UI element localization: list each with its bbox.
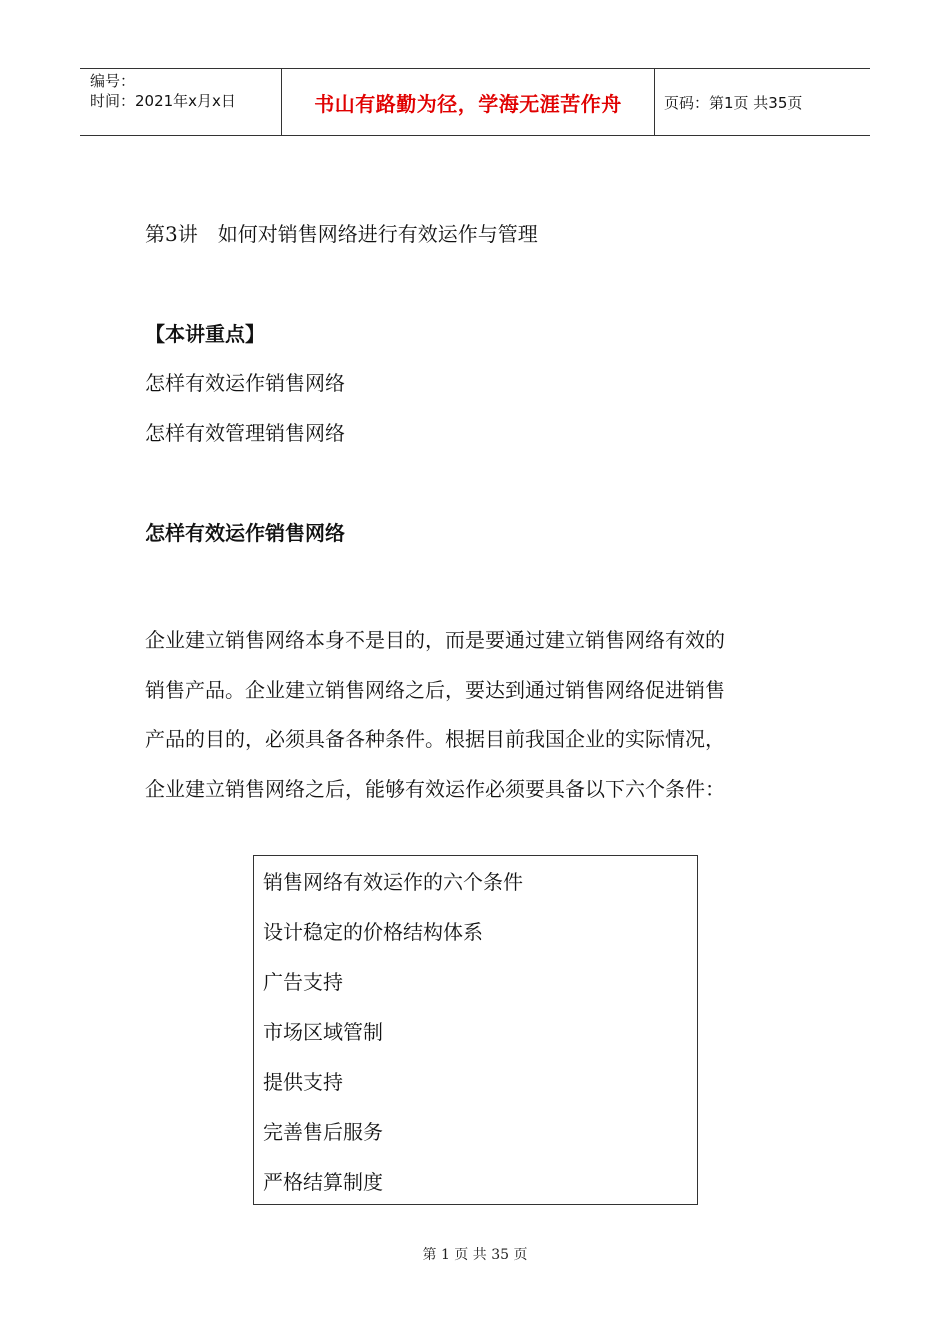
motto-text: 书山有路勤为径，学海无涯苦作舟 bbox=[314, 91, 622, 116]
body-paragraph bbox=[145, 616, 810, 814]
key-point-item: 怎样有效管理销售网络 bbox=[145, 421, 345, 445]
page-footer: 第 1 页 共 35 页 bbox=[422, 1247, 528, 1263]
condition-item: 广告支持 bbox=[263, 970, 343, 994]
paragraph-line: 销售产品。企业建立销售网络之后，要达到通过销售网络促进销售 bbox=[145, 677, 725, 702]
condition-item: 设计稳定的价格结构体系 bbox=[263, 920, 483, 944]
header-page-info: 页码：第1页 共35页 bbox=[664, 93, 803, 112]
lecture-title: 第3讲 如何对销售网络进行有效运作与管理 bbox=[145, 222, 538, 246]
header-meta-cell bbox=[80, 69, 282, 135]
time-label: 时间：2021年x月x日 bbox=[90, 92, 236, 110]
page-header bbox=[80, 68, 870, 136]
condition-item: 严格结算制度 bbox=[263, 1170, 383, 1194]
section-title: 怎样有效运作销售网络 bbox=[145, 521, 345, 545]
condition-item: 完善售后服务 bbox=[263, 1120, 383, 1144]
paragraph-line: 企业建立销售网络本身不是目的，而是要通过建立销售网络有效的 bbox=[145, 628, 725, 652]
code-label: 编号： bbox=[90, 72, 136, 90]
condition-item: 市场区域管制 bbox=[263, 1020, 383, 1044]
conditions-box bbox=[253, 855, 698, 1205]
paragraph-line: 产品的目的，必须具备各种条件。根据目前我国企业的实际情况， bbox=[145, 727, 725, 751]
key-point-item: 怎样有效运作销售网络 bbox=[145, 371, 345, 395]
key-points-heading: 【本讲重点】 bbox=[145, 322, 265, 346]
header-motto-cell bbox=[282, 69, 655, 135]
conditions-box-title: 销售网络有效运作的六个条件 bbox=[263, 870, 523, 894]
condition-item: 提供支持 bbox=[263, 1070, 343, 1094]
paragraph-line: 企业建立销售网络之后，能够有效运作必须要具备以下六个条件： bbox=[145, 776, 725, 801]
